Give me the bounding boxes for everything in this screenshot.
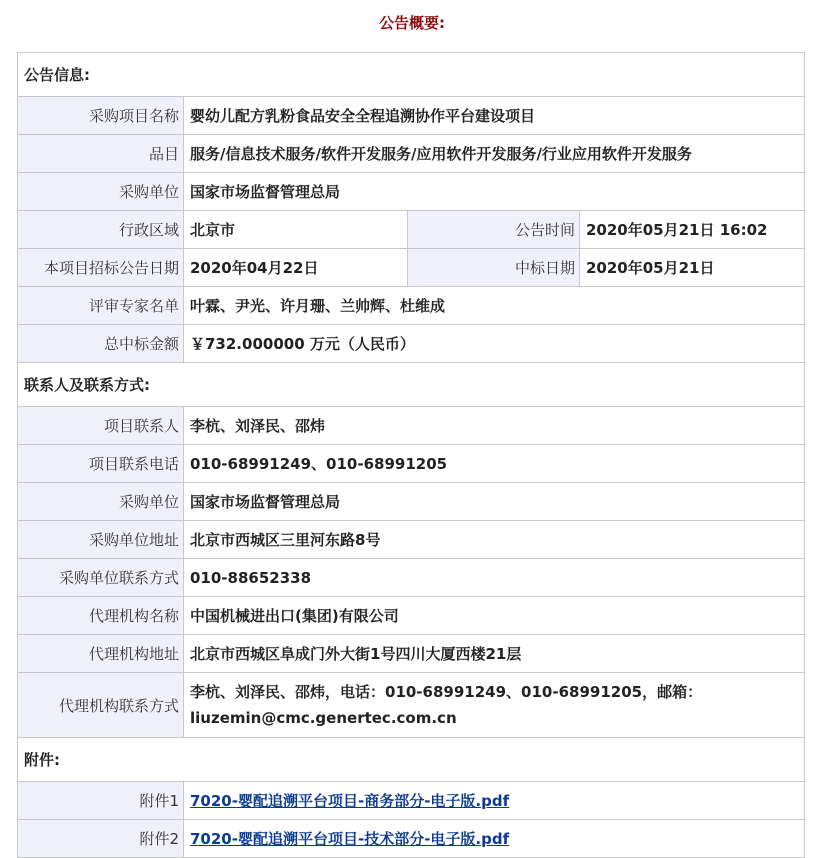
row-purchaser-phone xyxy=(18,559,805,597)
label-announce-time: 公告时间 xyxy=(408,211,580,249)
label-experts: 评审专家名单 xyxy=(18,287,184,325)
row-project-phone xyxy=(18,445,805,483)
value-agency-address: 北京市西城区阜成门外大街1号四川大厦西楼21层 xyxy=(184,635,805,673)
value-amount: ￥732.000000 万元（人民币） xyxy=(184,325,805,363)
row-attachment xyxy=(18,820,805,858)
row-dates xyxy=(18,249,805,287)
section-heading: 联系人及联系方式: xyxy=(18,363,805,407)
row-agency-contact xyxy=(18,673,805,738)
row-amount xyxy=(18,325,805,363)
agency-contact-line: 李杭、刘泽民、邵炜，电话：010-68991249、010-68991205，邮箱： xyxy=(190,683,703,701)
value-experts: 叶霖、尹光、许月珊、兰帅辉、杜维成 xyxy=(184,287,805,325)
value-purchaser-address: 北京市西城区三里河东路8号 xyxy=(184,521,805,559)
value-project-contact: 李杭、刘泽民、邵炜 xyxy=(184,407,805,445)
label-project-contact: 项目联系人 xyxy=(18,407,184,445)
value-tender-date: 2020年04月22日 xyxy=(184,249,408,287)
row-region-time xyxy=(18,211,805,249)
value-contact-purchaser: 国家市场监督管理总局 xyxy=(184,483,805,521)
section-heading: 公告信息: xyxy=(18,53,805,97)
attachment-link-technical[interactable]: 7020-婴配追溯平台项目-技术部分-电子版.pdf xyxy=(190,830,510,848)
label-agency-name: 代理机构名称 xyxy=(18,597,184,635)
value-purchaser: 国家市场监督管理总局 xyxy=(184,173,805,211)
section-attachments xyxy=(18,738,805,782)
label-agency-contact: 代理机构联系方式 xyxy=(18,673,184,738)
value-announce-time: 2020年05月21日 16:02 xyxy=(580,211,805,249)
row-attachment xyxy=(18,782,805,820)
label-agency-address: 代理机构地址 xyxy=(18,635,184,673)
agency-email: liuzemin@cmc.genertec.com.cn xyxy=(190,709,457,727)
label-contact-purchaser: 采购单位 xyxy=(18,483,184,521)
value-agency-contact xyxy=(184,673,805,738)
value-region: 北京市 xyxy=(184,211,408,249)
value-project-phone: 010-68991249、010-68991205 xyxy=(184,445,805,483)
label-attachment-1: 附件1 xyxy=(18,782,184,820)
section-contacts xyxy=(18,363,805,407)
section-heading: 附件: xyxy=(18,738,805,782)
label-purchaser-address: 采购单位地址 xyxy=(18,521,184,559)
value-award-date: 2020年05月21日 xyxy=(580,249,805,287)
row-category xyxy=(18,135,805,173)
value-purchaser-phone: 010-88652338 xyxy=(184,559,805,597)
row-experts xyxy=(18,287,805,325)
label-category: 品目 xyxy=(18,135,184,173)
value-agency-name: 中国机械进出口(集团)有限公司 xyxy=(184,597,805,635)
label-attachment-2: 附件2 xyxy=(18,820,184,858)
label-tender-date: 本项目招标公告日期 xyxy=(18,249,184,287)
row-agency-address xyxy=(18,635,805,673)
row-project-contact xyxy=(18,407,805,445)
section-notice-info xyxy=(18,53,805,97)
row-purchaser xyxy=(18,173,805,211)
attachment-cell xyxy=(184,782,805,820)
label-project-phone: 项目联系电话 xyxy=(18,445,184,483)
notice-summary-table xyxy=(17,52,805,858)
attachment-link-business[interactable]: 7020-婴配追溯平台项目-商务部分-电子版.pdf xyxy=(190,792,510,810)
attachment-cell xyxy=(184,820,805,858)
label-purchaser-phone: 采购单位联系方式 xyxy=(18,559,184,597)
row-contact-purchaser xyxy=(18,483,805,521)
page-title: 公告概要: xyxy=(379,14,445,32)
label-region: 行政区域 xyxy=(18,211,184,249)
value-category: 服务/信息技术服务/软件开发服务/应用软件开发服务/行业应用软件开发服务 xyxy=(184,135,805,173)
label-amount: 总中标金额 xyxy=(18,325,184,363)
row-project-name xyxy=(18,97,805,135)
value-project-name: 婴幼儿配方乳粉食品安全全程追溯协作平台建设项目 xyxy=(184,97,805,135)
label-purchaser: 采购单位 xyxy=(18,173,184,211)
row-agency-name xyxy=(18,597,805,635)
label-project-name: 采购项目名称 xyxy=(18,97,184,135)
row-purchaser-address xyxy=(18,521,805,559)
label-award-date: 中标日期 xyxy=(408,249,580,287)
